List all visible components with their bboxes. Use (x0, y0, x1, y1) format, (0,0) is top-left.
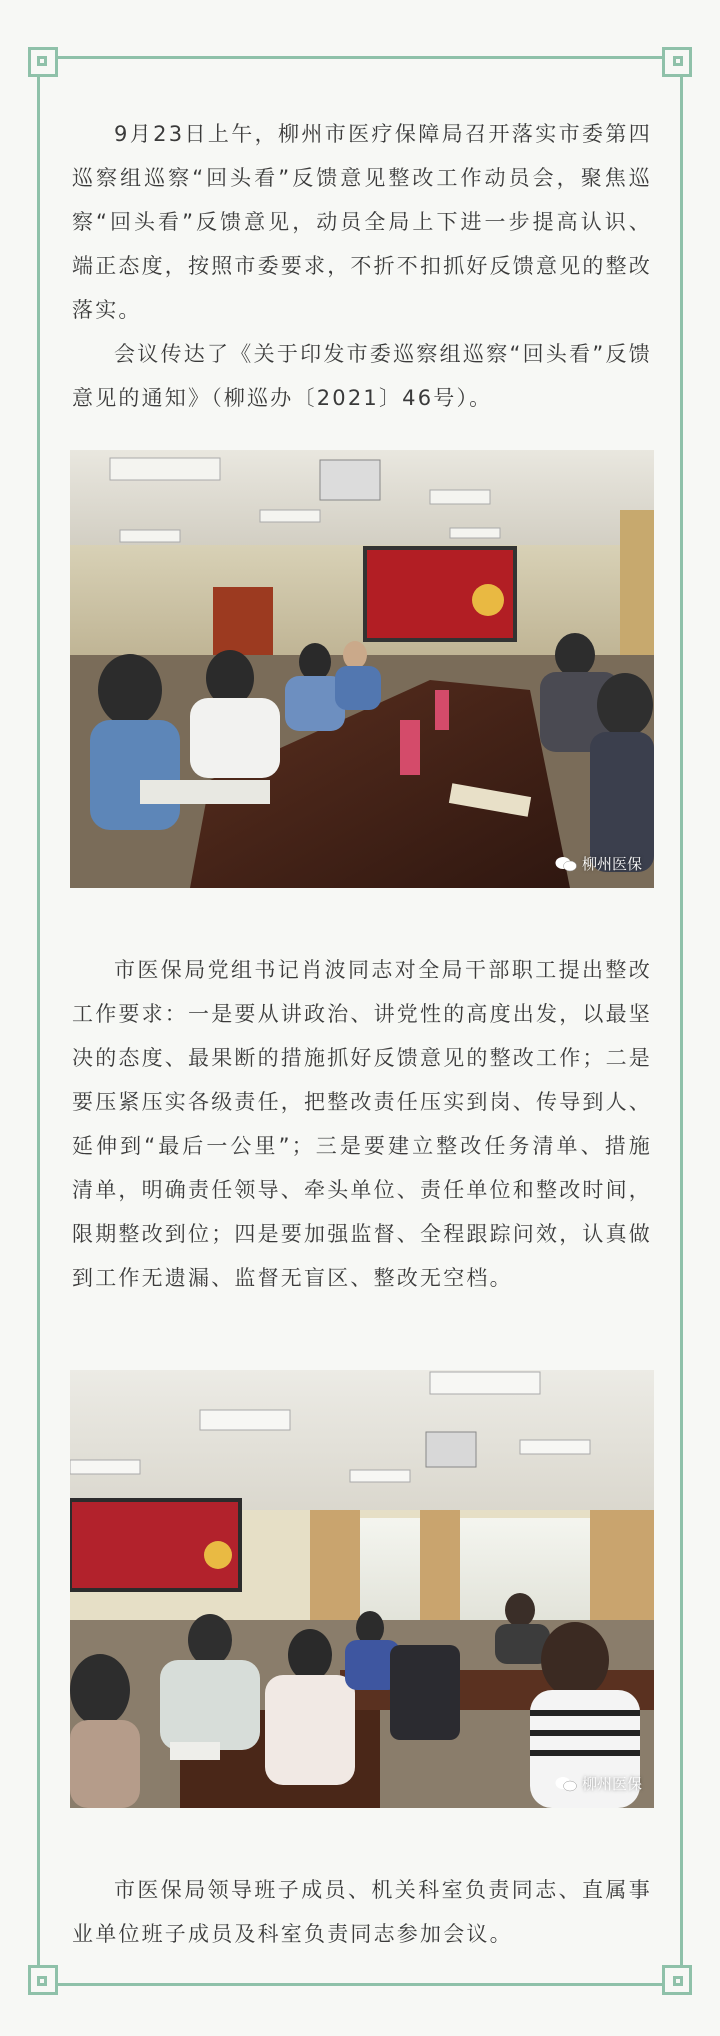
frame-corner-ornament (662, 47, 692, 77)
watermark-text: 柳州医保 (581, 1775, 642, 1793)
watermark-text: 柳州医保 (581, 855, 642, 873)
frame-corner-ornament (662, 1965, 692, 1995)
article-paragraph-1: 9月23日上午，柳州市医疗保障局召开落实市委第四巡察组巡察“回头看”反馈意见整改工作动员会，聚焦巡察“回头看”反馈意见，动员全局上下进一步提高认识、端正态度，按照市委要求，不折不扣抓好反馈意见的整改落实。 (72, 122, 652, 322)
wechat-icon (555, 1776, 577, 1792)
photo-watermark (555, 853, 642, 874)
wechat-icon (555, 856, 577, 872)
photo-watermark (555, 1773, 642, 1794)
article-paragraph-4: 市医保局领导班子成员、机关科室负责同志、直属事业单位班子成员及科室负责同志参加会议。 (72, 1878, 652, 1946)
meeting-photo-2 (70, 1370, 654, 1808)
frame-corner-ornament (28, 47, 58, 77)
frame-corner-ornament (28, 1965, 58, 1995)
article-paragraph-3: 市医保局党组书记肖波同志对全局干部职工提出整改工作要求：一是要从讲政治、讲党性的高度出发，以最坚决的态度、最果断的措施抓好反馈意见的整改工作；二是要压紧压实各级责任，把整改责任压实到岗、传导到人、延伸到“最后一公里”；三是要建立整改任务清单、措施清单，明确责任领导、牵头单位、责任单位和整改时间，限期整改到位；四是要加强监督、全程跟踪问效，认真做到工作无遗漏、监督无盲区、整改无空档。 (72, 958, 652, 1290)
meeting-photo-1 (70, 450, 654, 888)
article-paragraph-2: 会议传达了《关于印发市委巡察组巡察“回头看”反馈意见的通知》（柳巡办〔2021〕46号）。 (72, 342, 652, 410)
